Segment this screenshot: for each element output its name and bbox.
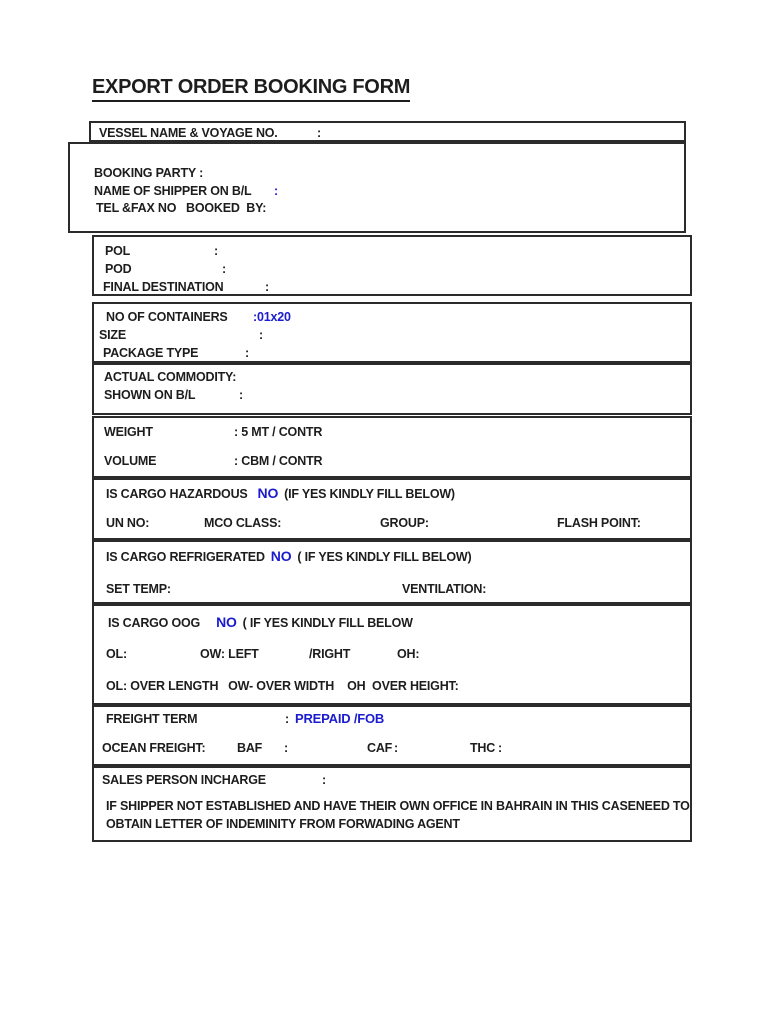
weight-label: WEIGHT (104, 425, 153, 439)
volume-value: : CBM / CONTR (234, 454, 323, 468)
container-count-value: :01x20 (253, 310, 291, 324)
shipper-colon: : (274, 184, 278, 198)
indemnity-note-line1: IF SHIPPER NOT ESTABLISHED AND HAVE THEIR OWN OFFICE IN BAHRAIN IN THIS CASENEED TO (106, 799, 690, 813)
oog-legend: OL: OVER LENGTH OW- OVER WIDTH OH OVER HEIGHT: (106, 679, 459, 693)
weight-volume-box (92, 416, 692, 478)
oog-question: IS CARGO OOG (108, 616, 201, 630)
refrigerated-box (92, 540, 692, 604)
routing-box (92, 235, 692, 296)
oog-answer: NO (216, 614, 237, 630)
oh-label: OH: (397, 647, 420, 661)
vessel-box (89, 121, 686, 142)
commodity-box (92, 363, 692, 415)
refrigerated-answer: NO (270, 548, 292, 564)
shown-on-bl-label: SHOWN ON B/L (104, 388, 196, 402)
ocean-freight-label: OCEAN FREIGHT: (102, 741, 206, 755)
ow-right-label: /RIGHT (309, 647, 351, 661)
hazardous-question-row (106, 485, 455, 501)
sales-person-colon: : (322, 773, 326, 787)
shipper-label: NAME OF SHIPPER ON B/L (94, 184, 252, 198)
shown-on-bl-colon: : (239, 388, 243, 402)
size-label: SIZE (99, 328, 126, 342)
container-count-label: NO OF CONTAINERS (106, 310, 228, 324)
vessel-colon: : (317, 126, 321, 140)
actual-commodity-label: ACTUAL COMMODITY: (104, 370, 237, 384)
vessel-label: VESSEL NAME & VOYAGE NO. (99, 126, 278, 140)
flash-point-label: FLASH POINT: (557, 516, 641, 530)
ow-left-label: OW: LEFT (200, 647, 259, 661)
size-colon: : (259, 328, 263, 342)
booking-party-box (68, 142, 686, 233)
oog-question-row (108, 614, 413, 630)
booking-party-label: BOOKING PARTY : (94, 166, 204, 180)
pol-colon: : (214, 244, 218, 258)
un-no-label: UN NO: (106, 516, 150, 530)
thc-colon: : (498, 741, 502, 755)
thc-label: THC (470, 741, 496, 755)
sales-person-label: SALES PERSON INCHARGE (102, 773, 266, 787)
baf-colon: : (284, 741, 288, 755)
pod-colon: : (222, 262, 226, 276)
refrigerated-note: ( IF YES KINDLY FILL BELOW) (297, 550, 472, 564)
weight-value: : 5 MT / CONTR (234, 425, 323, 439)
baf-label: BAF (237, 741, 263, 755)
hazardous-note: (IF YES KINDLY FILL BELOW) (284, 487, 455, 501)
ventilation-label: VENTILATION: (402, 582, 487, 596)
oog-note: ( IF YES KINDLY FILL BELOW (242, 616, 413, 630)
freight-term-label: FREIGHT TERM (106, 712, 198, 726)
indemnity-note-line2: OBTAIN LETTER OF INDEMINITY FROM FORWADING AGENT (106, 817, 460, 831)
hazardous-question: IS CARGO HAZARDOUS (106, 487, 248, 501)
caf-colon: : (394, 741, 398, 755)
hazardous-answer: NO (257, 485, 279, 501)
mco-class-label: MCO CLASS: (204, 516, 282, 530)
refrigerated-question-row (106, 548, 471, 564)
package-type-label: PACKAGE TYPE (103, 346, 199, 360)
package-type-colon: : (245, 346, 249, 360)
caf-label: CAF (367, 741, 393, 755)
page-title: EXPORT ORDER BOOKING FORM (92, 76, 410, 102)
sales-person-box (92, 766, 692, 842)
containers-box (92, 302, 692, 363)
ol-label: OL: (106, 647, 127, 661)
final-destination-colon: : (265, 280, 269, 294)
hazardous-box (92, 478, 692, 540)
pol-label: POL (105, 244, 131, 258)
group-label: GROUP: (380, 516, 429, 530)
oog-box (92, 604, 692, 705)
freight-term-value: PREPAID /FOB (295, 711, 385, 726)
set-temp-label: SET TEMP: (106, 582, 171, 596)
freight-box (92, 705, 692, 766)
refrigerated-question: IS CARGO REFRIGERATED (106, 550, 265, 564)
pod-label: POD (105, 262, 132, 276)
volume-label: VOLUME (104, 454, 157, 468)
freight-term-colon: : (285, 712, 289, 726)
tel-fax-booked-label: TEL &FAX NO BOOKED BY: (96, 201, 267, 215)
final-destination-label: FINAL DESTINATION (103, 280, 224, 294)
